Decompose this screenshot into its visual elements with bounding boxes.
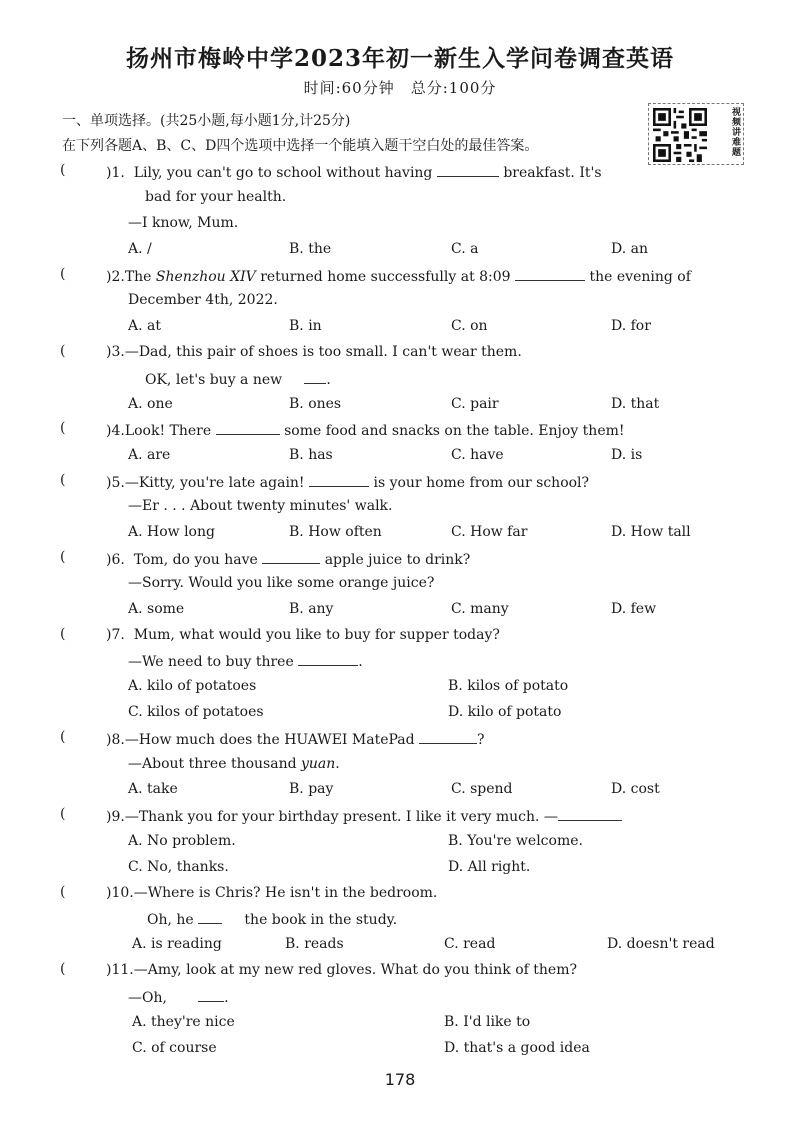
option-c[interactable]: C. How far: [451, 524, 528, 540]
question-number: 5.: [111, 475, 125, 491]
option-b[interactable]: B. You're welcome.: [448, 833, 583, 849]
option-b[interactable]: B. in: [289, 318, 322, 334]
question-text: is your home from our school?: [373, 475, 590, 491]
answer-blank[interactable]: [304, 369, 326, 384]
question-6-line2: —Sorry. Would you like some orange juice?: [128, 575, 435, 591]
option-a[interactable]: A. /: [128, 241, 152, 257]
option-d[interactable]: D. doesn't read: [607, 936, 715, 952]
option-c[interactable]: C. many: [451, 601, 509, 617]
qr-code-icon: [653, 108, 707, 162]
option-d[interactable]: D. kilo of potato: [448, 704, 562, 720]
answer-blank[interactable]: [515, 266, 585, 281]
question-text: Mum, what would you like to buy for supper today?: [133, 627, 500, 643]
paren-close: ): [106, 269, 112, 285]
question-text: —Thank you for your birthday present. I like it very much. —: [124, 809, 558, 825]
option-d[interactable]: D. All right.: [448, 859, 531, 875]
exam-title: 扬州市梅岭中学2023年初一新生入学问卷调查英语: [125, 45, 674, 72]
page-number: 178: [384, 1070, 416, 1089]
option-b[interactable]: B. reads: [285, 936, 344, 952]
answer-paren[interactable]: (: [60, 162, 66, 178]
option-c[interactable]: C. read: [444, 936, 496, 952]
question-11-stem: [106, 961, 577, 979]
question-text: some food and snacks on the table. Enjoy them!: [284, 423, 625, 439]
question-text: —How much does the HUAWEI MatePad: [124, 732, 415, 748]
answer-paren[interactable]: (: [60, 420, 66, 436]
question-5-stem: [106, 472, 589, 492]
option-b[interactable]: B. How often: [289, 524, 382, 540]
option-a[interactable]: A. are: [128, 447, 171, 463]
answer-blank[interactable]: [298, 651, 358, 666]
option-a[interactable]: A. one: [128, 396, 173, 412]
section-instruction: 在下列各题A、B、C、D四个选项中选择一个能填入题干空白处的最佳答案。: [62, 138, 539, 154]
question-number: 6.: [111, 552, 125, 568]
answer-paren[interactable]: (: [60, 729, 66, 745]
question-number: 10.: [111, 885, 134, 901]
question-1-line3: —I know, Mum.: [128, 215, 239, 231]
question-number: 1.: [111, 165, 125, 181]
question-text: —We need to buy three: [128, 654, 294, 670]
answer-blank[interactable]: [309, 472, 369, 487]
paren-close: ): [106, 344, 112, 360]
question-text-italic: yuan: [301, 756, 336, 772]
question-10-line2: [147, 909, 397, 929]
answer-paren[interactable]: (: [60, 626, 66, 642]
question-3-line2: [145, 369, 331, 389]
question-1-stem: [106, 162, 602, 182]
answer-paren[interactable]: (: [60, 472, 66, 488]
option-c[interactable]: C. spend: [451, 781, 513, 797]
option-b[interactable]: B. any: [289, 601, 334, 617]
section-heading: 一、单项选择。(共25小题,每小题1分,计25分): [62, 113, 351, 129]
question-7-line2: [128, 651, 363, 671]
question-text: the book in the study.: [244, 912, 398, 928]
option-b[interactable]: B. pay: [289, 781, 334, 797]
answer-paren[interactable]: (: [60, 961, 66, 977]
option-d[interactable]: D. is: [611, 447, 643, 463]
option-c[interactable]: C. of course: [132, 1040, 217, 1056]
question-4-stem: [106, 420, 625, 440]
question-number: 3.: [111, 344, 125, 360]
option-d[interactable]: D. cost: [611, 781, 660, 797]
paren-close: ): [106, 627, 112, 643]
question-text: apple juice to drink?: [324, 552, 471, 568]
paren-close: ): [106, 552, 112, 568]
question-text: —Kitty, you're late again!: [124, 475, 305, 491]
question-text: The: [124, 269, 152, 285]
question-number: 11.: [111, 962, 134, 978]
option-a[interactable]: A. kilo of potatoes: [128, 678, 257, 694]
question-text: Lily, you can't go to school without having: [133, 165, 433, 181]
option-a[interactable]: A. is reading: [132, 936, 222, 952]
answer-blank[interactable]: [198, 987, 224, 1002]
question-3-stem: [106, 343, 522, 361]
paren-close: ): [106, 732, 112, 748]
option-a[interactable]: A. some: [128, 601, 185, 617]
question-7-stem: [106, 626, 500, 644]
question-text: Oh, he: [147, 912, 194, 928]
answer-blank[interactable]: [262, 549, 320, 564]
option-d[interactable]: D. an: [611, 241, 648, 257]
qr-code-box[interactable]: [648, 103, 744, 165]
question-text: —Dad, this pair of shoes is too small. I can't wear them.: [124, 344, 522, 360]
option-c[interactable]: C. on: [451, 318, 488, 334]
answer-blank[interactable]: [437, 162, 499, 177]
question-text: .: [224, 990, 229, 1006]
answer-blank[interactable]: [558, 806, 622, 821]
option-b[interactable]: B. has: [289, 447, 333, 463]
option-b[interactable]: B. I'd like to: [444, 1014, 531, 1030]
answer-paren[interactable]: (: [60, 343, 66, 359]
question-text: —Where is Chris? He isn't in the bedroom.: [133, 885, 438, 901]
exam-subtitle: 时间:60分钟 总分:100分: [303, 79, 497, 97]
question-text: —Amy, look at my new red gloves. What do you think of them?: [133, 962, 577, 978]
question-text: .: [326, 372, 331, 388]
question-text: Tom, do you have: [133, 552, 258, 568]
qr-code-label: 视频讲难题: [730, 107, 740, 157]
question-text: ?: [477, 732, 485, 748]
question-number: 9.: [111, 809, 125, 825]
option-a[interactable]: A. take: [128, 781, 178, 797]
question-text: the evening of: [589, 269, 691, 285]
answer-blank[interactable]: [198, 909, 222, 924]
option-c[interactable]: C. kilos of potatoes: [128, 704, 264, 720]
question-9-stem: [106, 806, 622, 826]
question-8-line2: [128, 755, 340, 773]
question-text: .: [335, 756, 340, 772]
question-number: 4.: [111, 423, 125, 439]
option-b[interactable]: B. the: [289, 241, 332, 257]
option-c[interactable]: C. a: [451, 241, 479, 257]
option-a[interactable]: A. they're nice: [132, 1014, 235, 1030]
question-text: —Oh,: [128, 990, 167, 1006]
question-text: OK, let's buy a new: [145, 372, 283, 388]
option-b[interactable]: B. kilos of potato: [448, 678, 569, 694]
question-text: returned home successfully at 8:09: [260, 269, 511, 285]
option-b[interactable]: B. ones: [289, 396, 342, 412]
option-d[interactable]: D. few: [611, 601, 657, 617]
question-11-line2: [128, 987, 229, 1007]
question-text-italic: Shenzhou XIV: [155, 269, 256, 285]
paren-close: ): [106, 165, 112, 181]
question-1-line2: bad for your health.: [145, 189, 287, 205]
option-c[interactable]: C. pair: [451, 396, 499, 412]
paren-close: ): [106, 962, 112, 978]
question-text: .: [358, 654, 363, 670]
option-d[interactable]: D. that: [611, 396, 660, 412]
answer-blank[interactable]: [419, 729, 477, 744]
option-a[interactable]: A. How long: [128, 524, 215, 540]
option-d[interactable]: D. for: [611, 318, 651, 334]
question-text: —About three thousand: [128, 756, 297, 772]
question-2-line2: December 4th, 2022.: [128, 292, 278, 308]
question-2-stem: [106, 266, 691, 286]
answer-paren[interactable]: (: [60, 266, 66, 282]
option-a[interactable]: A. No problem.: [128, 833, 236, 849]
question-8-stem: [106, 729, 485, 749]
answer-paren[interactable]: (: [60, 549, 66, 565]
paren-close: ): [106, 885, 112, 901]
question-10-stem: [106, 884, 437, 902]
question-number: 7.: [111, 627, 125, 643]
option-a[interactable]: A. at: [128, 318, 161, 334]
answer-paren[interactable]: (: [60, 884, 66, 900]
paren-close: ): [106, 423, 112, 439]
option-d[interactable]: D. How tall: [611, 524, 691, 540]
option-c[interactable]: C. have: [451, 447, 504, 463]
answer-blank[interactable]: [216, 420, 280, 435]
option-c[interactable]: C. No, thanks.: [128, 859, 229, 875]
option-d[interactable]: D. that's a good idea: [444, 1040, 590, 1056]
answer-paren[interactable]: (: [60, 806, 66, 822]
question-6-stem: [106, 549, 470, 569]
paren-close: ): [106, 475, 112, 491]
question-number: 8.: [111, 732, 125, 748]
question-text: breakfast. It's: [503, 165, 602, 181]
question-5-line2: —Er . . . About twenty minutes' walk.: [128, 498, 393, 514]
paren-close: ): [106, 809, 112, 825]
question-number: 2.: [111, 269, 125, 285]
question-text: Look! There: [124, 423, 212, 439]
